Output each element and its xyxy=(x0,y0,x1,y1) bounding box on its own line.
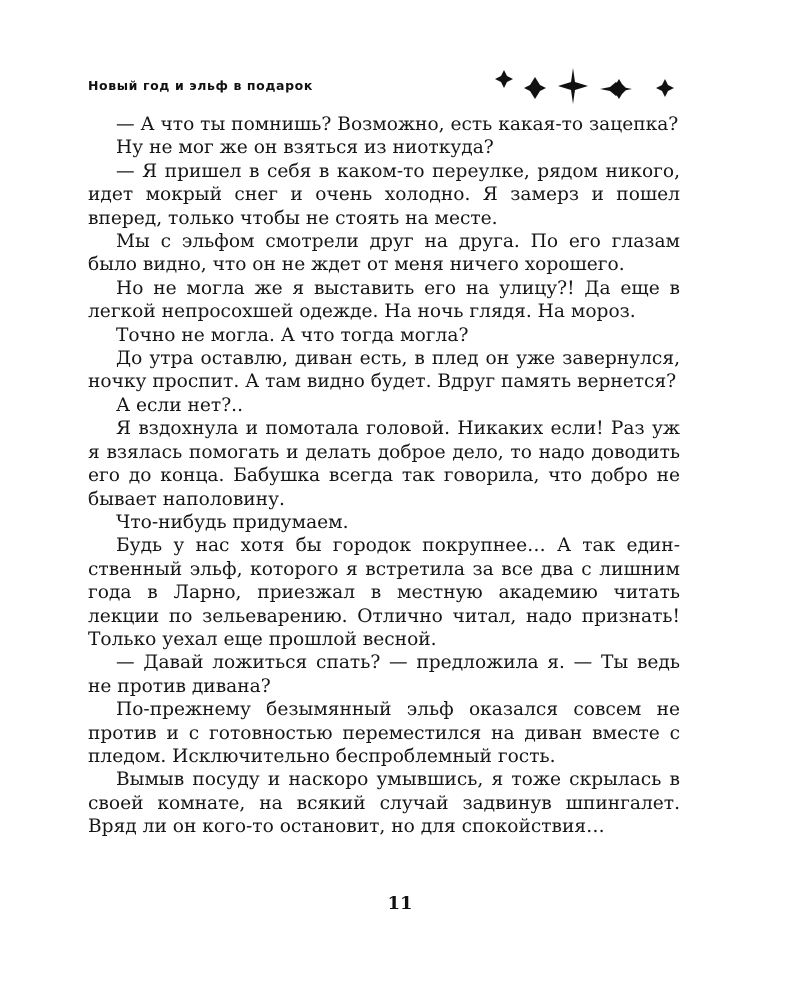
paragraph-12: — Давай ложиться спать? — предложила я. — Ты ведь не против дивана? xyxy=(88,652,680,697)
paragraph-6: Точно не могла. А что тогда могла? xyxy=(116,324,469,346)
paragraph-7: До утра оставлю, диван есть, в плед он уже завернулся, ночку проспит. А там видно будет. Вдруг память вернется? xyxy=(88,348,680,393)
paragraph-8: А если нет?.. xyxy=(116,394,243,416)
running-title: Новый год и эльф в подарок xyxy=(88,78,313,93)
paragraph-13: По-прежнему безымянный эльф оказался совсем не против и с готовностью переместился на диван вместе с пледом. Исключительно беспроблемный гость. xyxy=(88,699,680,767)
paragraph-1: — А что ты помнишь? Возможно, есть какая-то зацепка? xyxy=(116,114,679,135)
paragraph-9: Я вздохнула и помотала головой. Никаких если! Раз уж я взялась помогать и делать доброе дело, то надо доводить его до конца. Бабушка всегда так говорила, что добро не бывает наполовину. xyxy=(88,418,680,510)
paragraph-4: Мы с эльфом смотрели друг на друга. По его глазам было видно, что он не ждет от меня ничего хорошего. xyxy=(88,231,680,276)
paragraph-14: Вымыв посуду и наскоро умывшись, я тоже скрылась в своей комнате, на всякий случай задвинув шпингалет. Вряд ли он кого-то остановит, но для спокойствия… xyxy=(88,769,680,838)
body-text xyxy=(88,113,680,839)
page-number: 11 xyxy=(387,893,413,914)
paragraph-10: Что-нибудь придумаем. xyxy=(116,511,349,533)
paragraph-2: Ну не мог же он взяться из ниоткуда? xyxy=(116,137,494,159)
paragraph-11: Будь у нас хотя бы городок покрупнее… А так единственный эльф, которого я встретила за все два с лишним года в Ларно, приезжал в местную академию читать лекции по зельеварению. Отлично читал, надо признать! Только уехал еще прошлой весной. xyxy=(88,535,680,650)
page-header xyxy=(88,66,680,110)
paragraph-3: — Я пришел в себя в каком-то переулке, рядом никого, идет мокрый снег и очень холодно. Я замерз и пошел вперед, только чтобы не стоять на месте. xyxy=(88,160,680,229)
stars-ornament-icon xyxy=(488,66,680,110)
paragraph-5: Но не могла же я выставить его на улицу?! Да еще в легкой непросохшей одежде. На ночь глядя. На мороз. xyxy=(88,277,680,323)
